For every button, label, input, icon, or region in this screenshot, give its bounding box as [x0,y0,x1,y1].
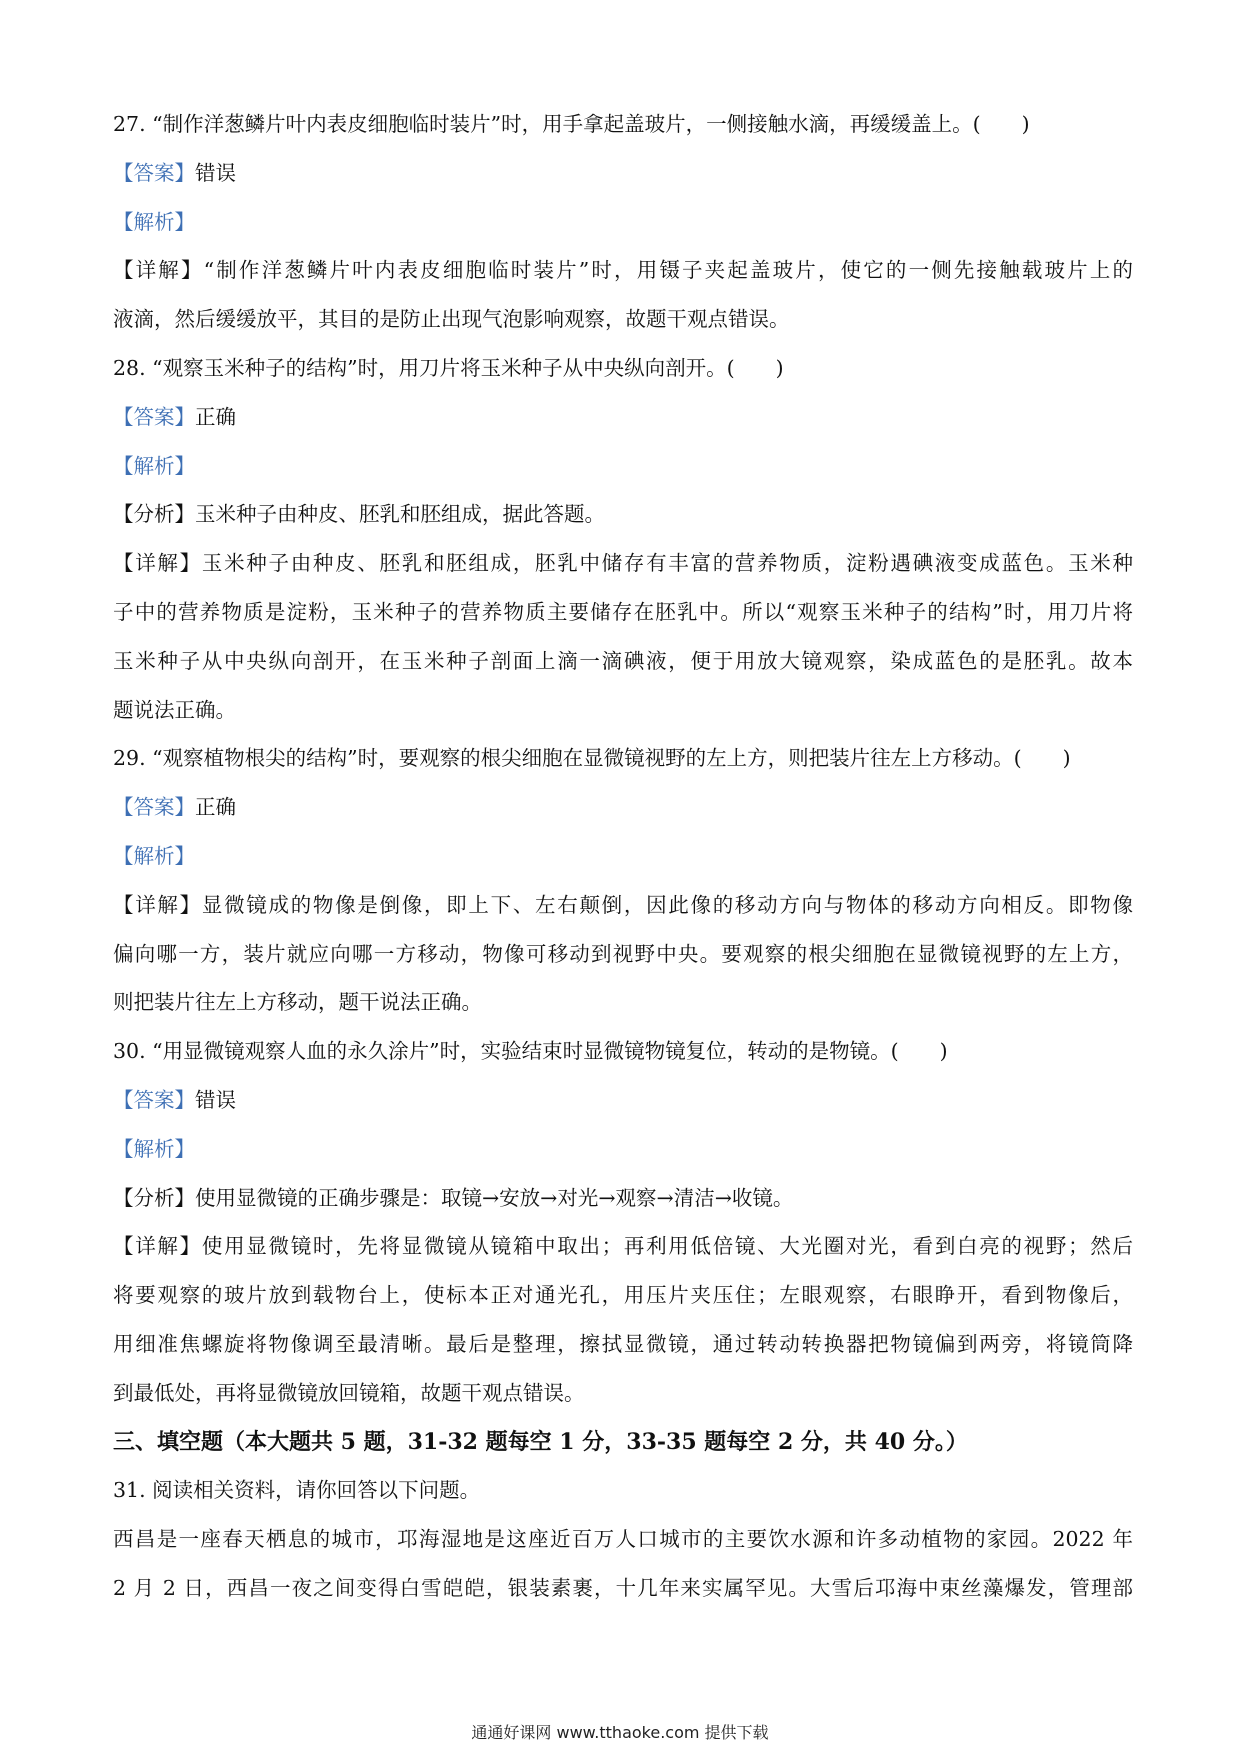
analysis-29 [113,832,1133,881]
answer-30 [113,1076,1133,1125]
detail-27-line-1: 【详解】“制作洋葱鳞片叶内表皮细胞临时装片”时，用镊子夹起盖玻片，使它的一侧先接触载玻片上的 [113,258,1133,283]
detail-label: 【详解】 [113,551,202,576]
fenxi-label: 【分析】 [113,502,195,527]
analysis-label: 【解析】 [113,843,195,868]
passage-31-line-2: 2 月 2 日，西昌一夜之间变得白雪皑皑，银装素裹，十几年来实属罕见。大雪后邛海中束丝藻爆发，管理部 [113,1575,1133,1600]
detail-27-line-2: 液滴，然后缓缓放平，其目的是防止出现气泡影响观察，故题干观点错误。 [113,307,790,332]
analysis-label: 【解析】 [113,209,195,234]
answer-29-value: 正确 [195,795,236,820]
page-footer: 通通好课网 www.tthaoke.com 提供下载 [471,1723,769,1742]
question-29: 29. “观察植物根尖的结构”时，要观察的根尖细胞在显微镜视野的左上方，则把装片往左上方移动。( ) [113,746,1071,771]
answer-28-value: 正确 [195,404,236,429]
detail-28-line-2: 子中的营养物质是淀粉，玉米种子的营养物质主要储存在胚乳中。所以“观察玉米种子的结构”时，用刀片将 [113,599,1133,624]
answer-label: 【答案】 [113,160,195,185]
question-31: 31. 阅读相关资料，请你回答以下问题。 [113,1478,481,1503]
answer-28 [113,393,1133,442]
page-content [113,100,1133,1613]
detail-30-line-2: 将要观察的玻片放到载物台上，使标本正对通光孔，用压片夹压住；左眼观察，右眼睁开，看到物像后， [113,1283,1133,1308]
answer-27-value: 错误 [195,160,236,185]
passage-31-line-1: 西昌是一座春天栖息的城市，邛海湿地是这座近百万人口城市的主要饮水源和许多动植物的家园。2022 年 [113,1527,1133,1552]
detail-28-line-3: 玉米种子从中央纵向剖开，在玉米种子剖面上滴一滴碘液，便于用放大镜观察，染成蓝色的是胚乳。故本 [113,648,1133,673]
detail-label: 【详解】 [113,1234,202,1259]
detail-label: 【详解】 [113,258,204,283]
detail-label: 【详解】 [113,892,202,917]
detail-29-line-2: 偏向哪一方，装片就应向哪一方移动，物像可移动到视野中央。要观察的根尖细胞在显微镜视野的左上方， [113,941,1133,966]
question-30: 30. “用显微镜观察人血的永久涂片”时，实验结束时显微镜物镜复位，转动的是物镜。( ) [113,1039,948,1064]
analysis-label: 【解析】 [113,453,195,478]
answer-29 [113,783,1133,832]
detail-30-line-1: 【详解】使用显微镜时，先将显微镜从镜箱中取出；再利用低倍镜、大光圈对光，看到白亮的视野；然后 [113,1234,1133,1259]
answer-30-value: 错误 [195,1087,236,1112]
detail-28-line-1: 【详解】玉米种子由种皮、胚乳和胚组成，胚乳中储存有丰富的营养物质，淀粉遇碘液变成蓝色。玉米种 [113,551,1133,576]
analysis-28 [113,442,1133,491]
fenxi-label: 【分析】 [113,1185,195,1210]
detail-29-line-1: 【详解】显微镜成的物像是倒像，即上下、左右颠倒，因此像的移动方向与物体的移动方向相反。即物像 [113,892,1133,917]
question-28: 28. “观察玉米种子的结构”时，用刀片将玉米种子从中央纵向剖开。( ) [113,355,784,380]
analysis-label: 【解析】 [113,1136,195,1161]
section-3-title: 三、填空题（本大题共 5 题，31-32 题每空 1 分，33-35 题每空 2 分，共 40 分。） [113,1428,968,1455]
answer-27 [113,149,1133,198]
detail-30-line-3: 用细准焦螺旋将物像调至最清晰。最后是整理，擦拭显微镜，通过转动转换器把物镜偏到两旁，将镜筒降 [113,1331,1133,1356]
fenxi-30: 【分析】使用显微镜的正确步骤是：取镜→安放→对光→观察→清洁→收镜。 [113,1185,794,1210]
fenxi-28: 【分析】玉米种子由种皮、胚乳和胚组成，据此答题。 [113,502,605,527]
detail-29-line-3: 则把装片往左上方移动，题干说法正确。 [113,990,482,1015]
analysis-27 [113,198,1133,247]
answer-label: 【答案】 [113,1087,195,1112]
answer-label: 【答案】 [113,404,195,429]
detail-28-line-4: 题说法正确。 [113,697,236,722]
question-27: 27. “制作洋葱鳞片叶内表皮细胞临时装片”时，用手拿起盖玻片，一侧接触水滴，再缓缓盖上。( ) [113,112,1030,136]
answer-label: 【答案】 [113,795,195,820]
analysis-30 [113,1125,1133,1174]
detail-30-line-4: 到最低处，再将显微镜放回镜箱，故题干观点错误。 [113,1380,585,1405]
